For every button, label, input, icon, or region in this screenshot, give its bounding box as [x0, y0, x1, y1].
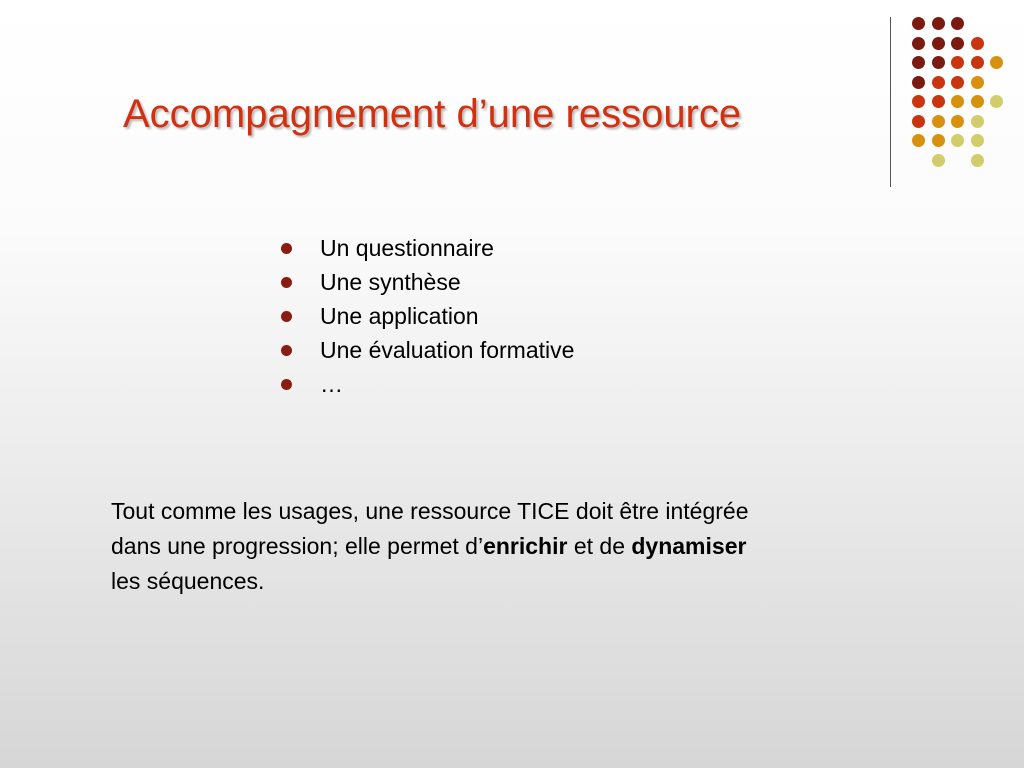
bullet-dot-icon — [281, 277, 292, 288]
decorative-dot — [932, 154, 945, 167]
bullet-dot-icon — [281, 243, 292, 254]
decorative-dot — [932, 37, 945, 50]
bullet-item — [281, 333, 574, 367]
bullet-item — [281, 367, 574, 401]
decorative-dot — [951, 115, 964, 128]
decorative-dot — [912, 37, 925, 50]
bullet-dot-icon — [281, 345, 292, 356]
decorative-dot — [971, 134, 984, 147]
decorative-dot — [951, 134, 964, 147]
bullet-text: Une évaluation formative — [320, 337, 575, 363]
decorative-dot — [971, 95, 984, 108]
decorative-dot — [912, 76, 925, 89]
vertical-divider — [890, 17, 891, 187]
decorative-dot — [951, 76, 964, 89]
decorative-dot — [990, 95, 1003, 108]
decorative-dot — [912, 56, 925, 69]
decorative-dot — [951, 37, 964, 50]
decorative-dot — [990, 56, 1003, 69]
body-paragraph — [111, 494, 911, 599]
decorative-dot — [932, 56, 945, 69]
decorative-dot — [951, 95, 964, 108]
bullet-text: Une application — [320, 303, 479, 329]
decorative-dot — [932, 17, 945, 30]
decorative-dot — [932, 76, 945, 89]
paragraph-line-1: Tout comme les usages, une ressource TICE doit être intégrée — [111, 498, 749, 524]
decorative-dot — [951, 17, 964, 30]
decorative-dot — [912, 95, 925, 108]
decorative-dot — [951, 56, 964, 69]
decorative-dot — [971, 76, 984, 89]
bullet-dot-icon — [281, 379, 292, 390]
bullet-item — [281, 265, 574, 299]
bullet-dot-icon — [281, 311, 292, 322]
decorative-dot — [971, 56, 984, 69]
decorative-dot — [912, 115, 925, 128]
decorative-dot — [971, 154, 984, 167]
decorative-dot — [932, 134, 945, 147]
bullet-text: Un questionnaire — [320, 235, 494, 261]
decorative-dot — [932, 95, 945, 108]
emphasis-enrichir: enrichir — [483, 533, 568, 559]
bullet-item — [281, 231, 574, 265]
bullet-list — [281, 231, 574, 401]
paragraph-line-2a: dans une progression; elle permet d’ — [111, 533, 484, 559]
paragraph-line-2b: et de — [567, 533, 632, 559]
emphasis-dynamiser: dynamiser — [631, 533, 747, 559]
slide-title: Accompagnement d’une ressource — [123, 92, 742, 136]
decorative-dot — [912, 134, 925, 147]
bullet-item — [281, 299, 574, 333]
decorative-dot — [932, 115, 945, 128]
bullet-text: … — [320, 371, 343, 397]
decorative-dot — [971, 115, 984, 128]
bullet-text: Une synthèse — [320, 269, 461, 295]
decorative-dot — [971, 37, 984, 50]
decorative-dot — [912, 17, 925, 30]
paragraph-line-3: les séquences. — [111, 568, 265, 594]
